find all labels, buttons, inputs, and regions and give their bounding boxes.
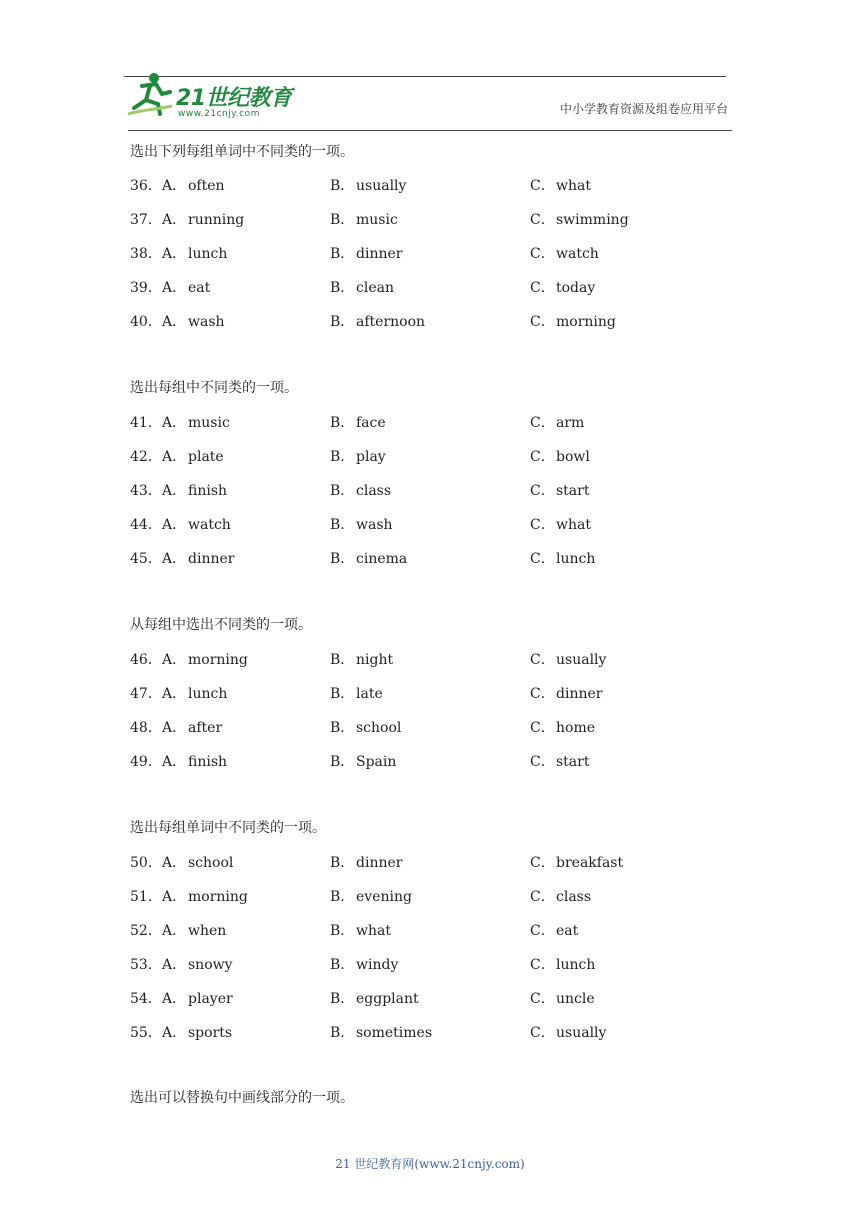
option-a[interactable] xyxy=(162,446,224,466)
option-c[interactable] xyxy=(530,446,590,466)
option-word: Spain xyxy=(356,754,397,770)
option-c[interactable] xyxy=(530,751,589,771)
runner-logo-icon xyxy=(124,70,176,118)
option-letter: A． xyxy=(162,483,187,499)
question-number: 44． xyxy=(130,517,162,533)
option-word: arm xyxy=(556,415,585,431)
option-c[interactable] xyxy=(530,852,623,872)
option-a[interactable] xyxy=(162,886,248,906)
option-a[interactable] xyxy=(162,277,210,297)
option-letter: A． xyxy=(162,449,187,465)
question-row xyxy=(130,852,690,872)
option-letter: B． xyxy=(330,246,355,262)
option-word: morning xyxy=(188,889,248,905)
option-word: eat xyxy=(188,280,211,296)
option-word: lunch xyxy=(188,246,228,262)
option-c[interactable] xyxy=(530,480,589,500)
option-word: cinema xyxy=(356,551,408,567)
option-word: bowl xyxy=(556,449,590,465)
question-row xyxy=(130,649,690,669)
option-c[interactable] xyxy=(530,920,578,940)
question-row xyxy=(130,683,690,703)
option-letter: A． xyxy=(162,280,187,296)
site-logo xyxy=(124,70,294,120)
option-a[interactable] xyxy=(162,311,225,331)
option-word: afternoon xyxy=(356,314,426,330)
option-a[interactable] xyxy=(162,683,227,703)
option-word: school xyxy=(356,720,402,736)
option-letter: B． xyxy=(330,923,355,939)
option-a[interactable] xyxy=(162,751,227,771)
option-letter: A． xyxy=(162,754,187,770)
option-letter: C． xyxy=(530,415,555,431)
option-word: face xyxy=(356,415,386,431)
option-word: when xyxy=(188,923,227,939)
page-footer[interactable]: 21 世纪教育网(www.21cnjy.com) xyxy=(335,1157,525,1171)
option-letter: B． xyxy=(330,889,355,905)
question-number: 45． xyxy=(130,551,162,567)
option-word: home xyxy=(556,720,596,736)
option-letter: C． xyxy=(530,212,555,228)
option-letter: B． xyxy=(330,720,355,736)
option-letter: B． xyxy=(330,1025,355,1041)
option-b[interactable] xyxy=(330,886,412,906)
option-word: plate xyxy=(188,449,224,465)
option-c[interactable] xyxy=(530,683,602,703)
option-c[interactable] xyxy=(530,717,595,737)
option-letter: B． xyxy=(330,415,355,431)
option-a[interactable] xyxy=(162,480,227,500)
option-word: start xyxy=(556,754,590,770)
option-word: finish xyxy=(188,754,228,770)
option-letter: C． xyxy=(530,551,555,567)
section-title: 选出下列每组单词中不同类的一项。 xyxy=(130,144,354,160)
question-number: 39． xyxy=(130,280,162,296)
option-letter: A． xyxy=(162,686,187,702)
option-letter: A． xyxy=(162,855,187,871)
option-word: wash xyxy=(188,314,225,330)
header-bottom-rule xyxy=(128,130,732,131)
option-word: music xyxy=(356,212,398,228)
option-letter: C． xyxy=(530,991,555,1007)
option-word: today xyxy=(556,280,596,296)
option-letter: A． xyxy=(162,212,187,228)
question-number: 46． xyxy=(130,652,162,668)
option-b[interactable] xyxy=(330,683,383,703)
option-c[interactable] xyxy=(530,1022,606,1042)
question-number: 43． xyxy=(130,483,162,499)
option-word: dinner xyxy=(188,551,235,567)
option-word: morning xyxy=(556,314,616,330)
question-number: 51． xyxy=(130,889,162,905)
option-c[interactable] xyxy=(530,209,629,229)
section-title: 从每组中选出不同类的一项。 xyxy=(130,617,312,633)
option-word: usually xyxy=(556,1025,607,1041)
option-letter: B． xyxy=(330,855,355,871)
page-header xyxy=(124,66,732,136)
question-row xyxy=(130,412,690,432)
option-word: running xyxy=(188,212,245,228)
section-title: 选出每组单词中不同类的一项。 xyxy=(130,820,326,836)
option-word: uncle xyxy=(556,991,595,1007)
option-letter: A． xyxy=(162,720,187,736)
question-number: 38． xyxy=(130,246,162,262)
option-word: snowy xyxy=(188,957,233,973)
option-letter: B． xyxy=(330,991,355,1007)
option-letter: B． xyxy=(330,652,355,668)
logo-url: www.21cnjy.com xyxy=(178,109,260,119)
option-letter: B． xyxy=(330,483,355,499)
question-number: 53． xyxy=(130,957,162,973)
question-number: 48． xyxy=(130,720,162,736)
option-letter: C． xyxy=(530,517,555,533)
option-word: play xyxy=(356,449,386,465)
question-number: 52． xyxy=(130,923,162,939)
option-letter: C． xyxy=(530,178,555,194)
question-row xyxy=(130,1022,690,1042)
option-letter: A． xyxy=(162,415,187,431)
question-row xyxy=(130,209,690,229)
option-letter: B． xyxy=(330,449,355,465)
option-b[interactable] xyxy=(330,954,398,974)
question-number: 54． xyxy=(130,991,162,1007)
option-letter: A． xyxy=(162,517,187,533)
option-c[interactable] xyxy=(530,243,599,263)
option-letter: A． xyxy=(162,314,187,330)
option-b[interactable] xyxy=(330,920,391,940)
option-word: music xyxy=(188,415,230,431)
option-word: class xyxy=(356,483,392,499)
question-number: 36． xyxy=(130,178,162,194)
option-letter: C． xyxy=(530,855,555,871)
option-word: eggplant xyxy=(356,991,419,1007)
question-number: 40． xyxy=(130,314,162,330)
option-b[interactable] xyxy=(330,514,393,534)
question-row xyxy=(130,717,690,737)
question-number: 41． xyxy=(130,415,162,431)
option-word: sometimes xyxy=(356,1025,433,1041)
section-title: 选出每组中不同类的一项。 xyxy=(130,380,298,396)
option-letter: C． xyxy=(530,449,555,465)
option-word: finish xyxy=(188,483,228,499)
option-word: start xyxy=(556,483,590,499)
option-b[interactable] xyxy=(330,412,386,432)
option-c[interactable] xyxy=(530,988,595,1008)
option-word: school xyxy=(188,855,234,871)
option-letter: B． xyxy=(330,957,355,973)
option-letter: A． xyxy=(162,991,187,1007)
option-a[interactable] xyxy=(162,514,231,534)
option-letter: B． xyxy=(330,314,355,330)
option-b[interactable] xyxy=(330,649,393,669)
question-number: 55． xyxy=(130,1025,162,1041)
question-number: 42． xyxy=(130,449,162,465)
option-word: swimming xyxy=(556,212,629,228)
option-letter: B． xyxy=(330,178,355,194)
option-letter: B． xyxy=(330,754,355,770)
option-b[interactable] xyxy=(330,277,394,297)
option-c[interactable] xyxy=(530,311,616,331)
option-word: lunch xyxy=(556,957,596,973)
question-row xyxy=(130,954,690,974)
option-word: late xyxy=(356,686,383,702)
option-a[interactable] xyxy=(162,548,234,568)
option-b[interactable] xyxy=(330,717,401,737)
question-row xyxy=(130,277,690,297)
question-row xyxy=(130,514,690,534)
section-title: 选出可以替换句中画线部分的一项。 xyxy=(130,1090,354,1106)
option-c[interactable] xyxy=(530,649,606,669)
option-word: sports xyxy=(188,1025,233,1041)
option-letter: A． xyxy=(162,246,187,262)
option-letter: C． xyxy=(530,246,555,262)
option-letter: C． xyxy=(530,652,555,668)
option-letter: C． xyxy=(530,957,555,973)
question-row xyxy=(130,175,690,195)
option-word: class xyxy=(556,889,592,905)
option-word: usually xyxy=(556,652,607,668)
option-word: watch xyxy=(188,517,231,533)
option-word: dinner xyxy=(556,686,603,702)
option-word: dinner xyxy=(356,246,403,262)
option-letter: B． xyxy=(330,212,355,228)
question-row xyxy=(130,480,690,500)
option-word: wash xyxy=(356,517,393,533)
option-word: after xyxy=(188,720,223,736)
option-word: what xyxy=(356,923,391,939)
option-word: what xyxy=(556,178,591,194)
option-b[interactable] xyxy=(330,1022,432,1042)
option-b[interactable] xyxy=(330,311,425,331)
option-b[interactable] xyxy=(330,209,398,229)
option-word: often xyxy=(188,178,225,194)
option-c[interactable] xyxy=(530,514,591,534)
option-word: eat xyxy=(556,923,579,939)
option-b[interactable] xyxy=(330,243,402,263)
option-b[interactable] xyxy=(330,446,386,466)
option-c[interactable] xyxy=(530,412,584,432)
option-letter: B． xyxy=(330,517,355,533)
question-number: 50． xyxy=(130,855,162,871)
option-letter: C． xyxy=(530,1025,555,1041)
option-word: dinner xyxy=(356,855,403,871)
option-a[interactable] xyxy=(162,920,226,940)
option-letter: A． xyxy=(162,551,187,567)
option-a[interactable] xyxy=(162,717,222,737)
option-letter: A． xyxy=(162,178,187,194)
option-letter: B． xyxy=(330,280,355,296)
option-a[interactable] xyxy=(162,954,233,974)
option-letter: C． xyxy=(530,280,555,296)
option-word: lunch xyxy=(188,686,228,702)
option-letter: C． xyxy=(530,889,555,905)
option-a[interactable] xyxy=(162,988,233,1008)
option-letter: B． xyxy=(330,686,355,702)
option-a[interactable] xyxy=(162,175,225,195)
option-word: morning xyxy=(188,652,248,668)
option-letter: A． xyxy=(162,889,187,905)
option-c[interactable] xyxy=(530,954,595,974)
option-b[interactable] xyxy=(330,175,406,195)
question-row xyxy=(130,751,690,771)
option-letter: C． xyxy=(530,314,555,330)
option-c[interactable] xyxy=(530,175,591,195)
option-a[interactable] xyxy=(162,209,244,229)
option-letter: C． xyxy=(530,754,555,770)
option-letter: A． xyxy=(162,652,187,668)
question-row xyxy=(130,886,690,906)
header-platform-text: 中小学教育资源及组卷应用平台 xyxy=(559,102,728,116)
option-word: night xyxy=(356,652,394,668)
option-a[interactable] xyxy=(162,412,230,432)
option-letter: A． xyxy=(162,957,187,973)
option-b[interactable] xyxy=(330,751,396,771)
option-b[interactable] xyxy=(330,852,402,872)
option-word: player xyxy=(188,991,233,1007)
option-word: windy xyxy=(356,957,399,973)
option-word: clean xyxy=(356,280,394,296)
option-letter: C． xyxy=(530,686,555,702)
option-word: what xyxy=(556,517,591,533)
option-word: evening xyxy=(356,889,412,905)
question-row xyxy=(130,243,690,263)
option-word: lunch xyxy=(556,551,596,567)
option-c[interactable] xyxy=(530,277,595,297)
question-row xyxy=(130,548,690,568)
option-word: usually xyxy=(356,178,407,194)
question-number: 47． xyxy=(130,686,162,702)
option-letter: C． xyxy=(530,923,555,939)
option-letter: B． xyxy=(330,551,355,567)
option-c[interactable] xyxy=(530,886,591,906)
option-a[interactable] xyxy=(162,649,248,669)
option-word: watch xyxy=(556,246,599,262)
option-letter: C． xyxy=(530,483,555,499)
option-letter: A． xyxy=(162,923,187,939)
question-row xyxy=(130,311,690,331)
question-number: 37． xyxy=(130,212,162,228)
question-row xyxy=(130,446,690,466)
option-a[interactable] xyxy=(162,852,233,872)
option-a[interactable] xyxy=(162,1022,232,1042)
option-b[interactable] xyxy=(330,548,407,568)
question-row xyxy=(130,988,690,1008)
option-b[interactable] xyxy=(330,480,391,500)
option-a[interactable] xyxy=(162,243,227,263)
option-word: breakfast xyxy=(556,855,624,871)
option-letter: A． xyxy=(162,1025,187,1041)
option-b[interactable] xyxy=(330,988,419,1008)
option-c[interactable] xyxy=(530,548,595,568)
question-number: 49． xyxy=(130,754,162,770)
logo-text: 21世纪教育 xyxy=(176,86,292,111)
option-letter: C． xyxy=(530,720,555,736)
question-row xyxy=(130,920,690,940)
